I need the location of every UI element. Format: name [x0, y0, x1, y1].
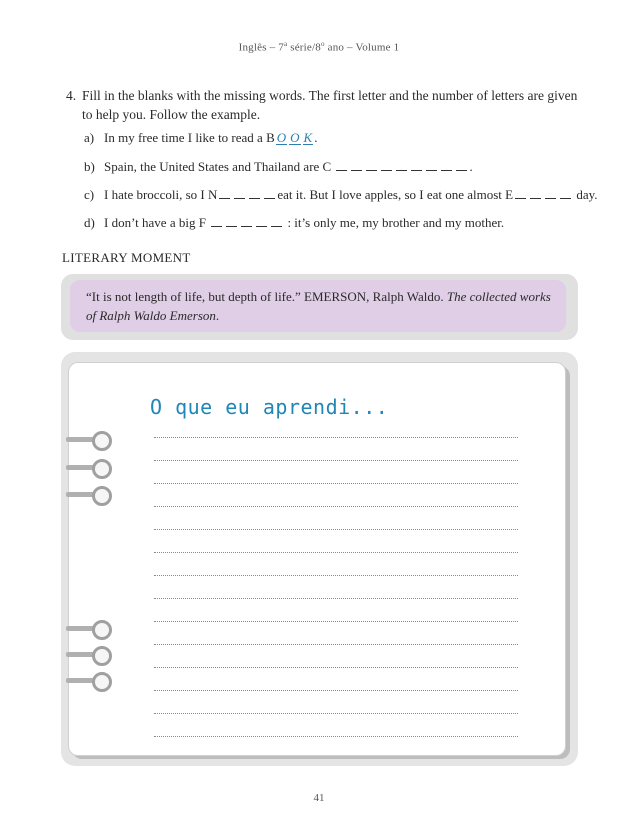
- item-text: I don’t have a big F: [104, 215, 206, 230]
- blank-field[interactable]: [211, 218, 222, 227]
- blank-field[interactable]: [336, 162, 347, 171]
- header-sup: o: [320, 40, 325, 48]
- example-letter: O: [290, 130, 300, 145]
- writing-line[interactable]: [154, 621, 518, 622]
- ring-binding: [66, 619, 110, 639]
- quote-text: [86, 287, 564, 325]
- writing-line[interactable]: [154, 713, 518, 714]
- blank-field[interactable]: [381, 162, 392, 171]
- writing-line[interactable]: [154, 460, 518, 461]
- ring-binding: [66, 485, 110, 505]
- blank-field[interactable]: [366, 162, 377, 171]
- section-title: LITERARY MOMENT: [62, 250, 191, 265]
- blank-field[interactable]: [241, 218, 252, 227]
- item-d: [84, 215, 504, 231]
- writing-line[interactable]: [154, 736, 518, 737]
- writing-line[interactable]: [154, 483, 518, 484]
- item-b: [84, 159, 473, 175]
- ring-binding: [66, 458, 110, 478]
- item-letter: c): [84, 187, 95, 202]
- item-letter: b): [84, 159, 95, 174]
- blank-field[interactable]: [411, 162, 422, 171]
- quote-end: .: [215, 308, 220, 323]
- header-text: série/8: [287, 41, 321, 54]
- notebook-title: O que eu aprendi...: [150, 395, 389, 419]
- writing-line[interactable]: [154, 644, 518, 645]
- header-sup: a: [283, 40, 288, 48]
- blank-field[interactable]: [271, 218, 282, 227]
- blank-field[interactable]: [545, 190, 556, 199]
- blank-field[interactable]: [560, 190, 571, 199]
- writing-line[interactable]: [154, 667, 518, 668]
- exercise-4: [66, 86, 578, 124]
- ring-binding: [66, 671, 110, 691]
- blank-field[interactable]: [234, 190, 245, 199]
- notebook-page: [68, 362, 566, 756]
- quote-source: The collected works of Ralph Waldo Emerson: [86, 289, 551, 323]
- item-text: In my free time I like to read a B: [104, 130, 275, 145]
- item-text: eat it. But I love apples, so I eat one almost E: [277, 187, 514, 202]
- item-text: .: [314, 130, 318, 145]
- header-text: ano – Volume 1: [324, 41, 400, 54]
- page-number: 41: [313, 792, 325, 804]
- writing-line[interactable]: [154, 690, 518, 691]
- ring-binding: [66, 645, 110, 665]
- ring-binding: [66, 430, 110, 450]
- example-letter: O: [276, 130, 287, 145]
- example-letter: K: [303, 130, 313, 145]
- item-a: [84, 130, 317, 146]
- item-text: .: [469, 159, 473, 174]
- blank-field[interactable]: [249, 190, 260, 199]
- exercise-instruction: Fill in the blanks with the missing words. The first letter and the number of letters are given to help you. Follow the example.: [82, 88, 578, 122]
- page-header: [0, 40, 638, 54]
- writing-line[interactable]: [154, 575, 518, 576]
- blank-field[interactable]: [456, 162, 467, 171]
- item-letter: a): [84, 130, 95, 145]
- writing-line[interactable]: [154, 552, 518, 553]
- header-text: Inglês – 7: [238, 41, 284, 54]
- blank-field[interactable]: [264, 190, 275, 199]
- writing-line[interactable]: [154, 598, 518, 599]
- blank-field[interactable]: [226, 218, 237, 227]
- blank-field[interactable]: [351, 162, 362, 171]
- blank-field[interactable]: [219, 190, 230, 199]
- blank-field[interactable]: [530, 190, 541, 199]
- item-text: I hate broccoli, so I N: [104, 187, 218, 202]
- blank-field[interactable]: [256, 218, 267, 227]
- blank-field[interactable]: [515, 190, 526, 199]
- blank-field[interactable]: [396, 162, 407, 171]
- blank-field[interactable]: [426, 162, 437, 171]
- writing-line[interactable]: [154, 529, 518, 530]
- writing-line[interactable]: [154, 506, 518, 507]
- item-letter: d): [84, 215, 95, 230]
- item-text: day.: [573, 187, 598, 202]
- item-text: Spain, the United States and Thailand are C: [104, 159, 332, 174]
- writing-line[interactable]: [154, 437, 518, 438]
- blank-field[interactable]: [441, 162, 452, 171]
- item-text: : it’s only me, my brother and my mother.: [284, 215, 505, 230]
- quote: “It is not length of life, but depth of life.” EMERSON, Ralph Waldo.: [86, 289, 447, 304]
- item-c: [84, 187, 598, 203]
- exercise-number: 4.: [66, 88, 77, 103]
